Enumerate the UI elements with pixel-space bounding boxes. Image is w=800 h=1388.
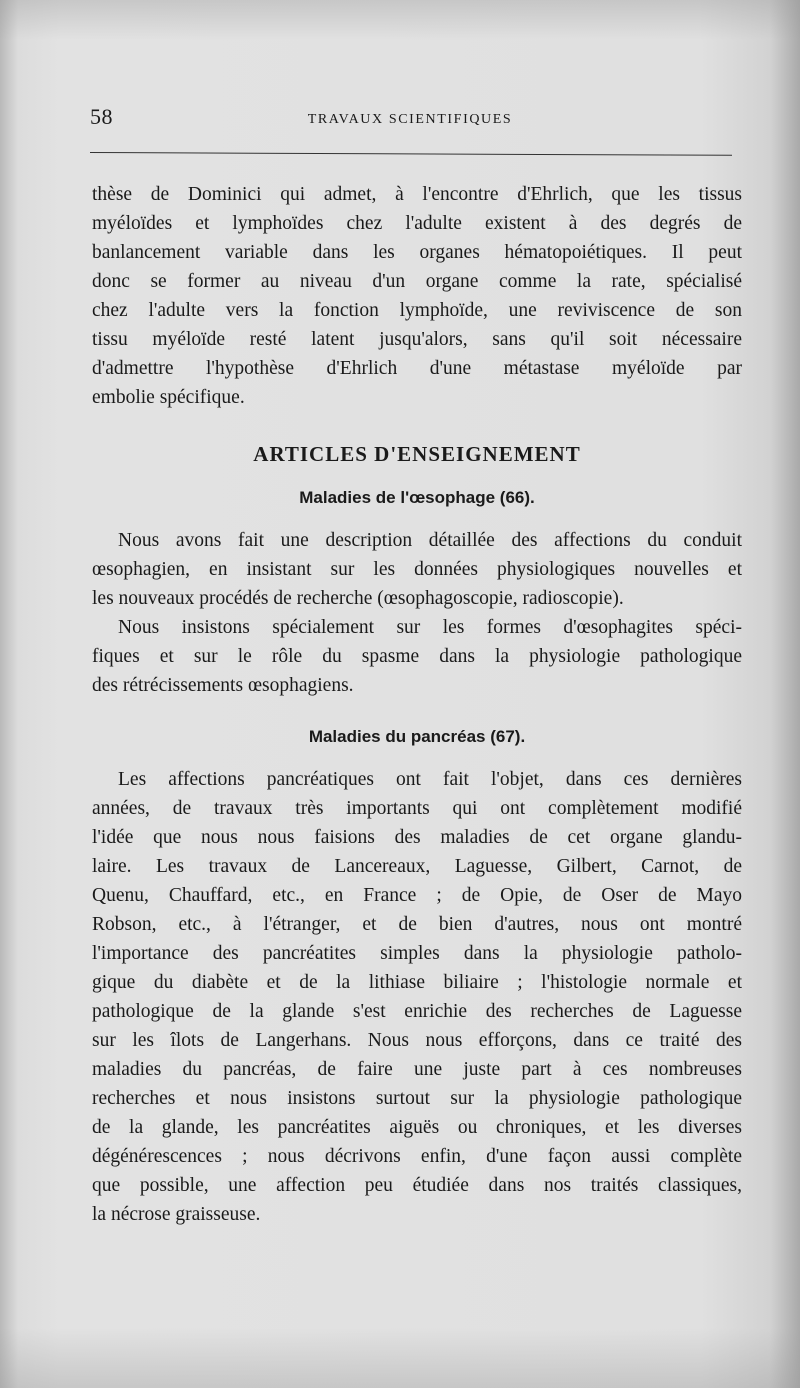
text-line: des rétrécissements œsophagiens. (92, 675, 354, 696)
scan-shadow-top (0, 0, 800, 40)
text-line: Robson, etc., à l'étranger, et de bien d'autres, nous ont montré (92, 914, 742, 935)
text-line: myéloïdes et lymphoïdes chez l'adulte existent à des degrés de (92, 213, 742, 234)
text-line: dégénérescences ; nous décrivons enfin, d'une façon aussi complète (92, 1146, 742, 1167)
text-line: l'idée que nous nous faisions des maladies de cet organe glandu- (92, 827, 742, 848)
intro-paragraph (92, 180, 742, 412)
text-line: Quenu, Chauffard, etc., en France ; de Opie, de Oser de Mayo (92, 885, 742, 906)
text-line: chez l'adulte vers la fonction lymphoïde, une reviviscence de son (92, 300, 742, 321)
section-heading: ARTICLES D'ENSEIGNEMENT (253, 442, 581, 466)
text-line: pathologique de la glande s'est enrichie des recherches de Laguesse (92, 1001, 742, 1022)
running-head: TRAVAUX SCIENTIFIQUES (307, 112, 513, 127)
oesophage-paragraph-1 (92, 526, 742, 613)
page-body (92, 180, 742, 1229)
text-line: les nouveaux procédés de recherche (œsophagoscopie, radioscopie). (92, 588, 624, 609)
text-line: donc se former au niveau d'un organe comme la rate, spécialisé (92, 271, 742, 292)
text-line: l'importance des pancréatites simples dans la physiologie patholo- (92, 943, 742, 964)
text-line: tissu myéloïde resté latent jusqu'alors, sans qu'il soit nécessaire (92, 329, 742, 350)
article-heading-oesophage: Maladies de l'œsophage (66). (299, 488, 535, 507)
text-line: de la glande, les pancréatites aiguës ou chroniques, et les diverses (92, 1117, 742, 1138)
text-line: sur les îlots de Langerhans. Nous nous efforçons, dans ce traité des (92, 1030, 742, 1051)
text-line: recherches et nous insistons surtout sur la physiologie pathologique (92, 1088, 742, 1109)
text-line: Nous avons fait une description détaillée des affections du conduit (118, 530, 742, 551)
header-rule (90, 152, 732, 156)
scan-shadow-bottom (0, 1328, 800, 1388)
text-line: embolie spécifique. (92, 387, 245, 408)
oesophage-paragraph-2 (92, 613, 742, 700)
text-line: maladies du pancréas, de faire une juste part à ces nombreuses (92, 1059, 742, 1080)
text-line: la nécrose graisseuse. (92, 1204, 261, 1225)
text-line: banlancement variable dans les organes hématopoiétiques. Il peut (92, 242, 742, 263)
pancreas-paragraph-1 (92, 765, 742, 1229)
text-line: laire. Les travaux de Lancereaux, Laguesse, Gilbert, Carnot, de (92, 856, 742, 877)
text-line: œsophagien, en insistant sur les données physiologiques nouvelles et (92, 559, 742, 580)
article-heading-pancreas: Maladies du pancréas (67). (308, 727, 526, 746)
text-line: d'admettre l'hypothèse d'Ehrlich d'une métastase myéloïde par (92, 358, 742, 379)
text-line: thèse de Dominici qui admet, à l'encontre d'Ehrlich, que les tissus (92, 184, 742, 205)
text-line: années, de travaux très importants qui ont complètement modifié (92, 798, 742, 819)
text-line: Les affections pancréatiques ont fait l'objet, dans ces dernières (118, 769, 742, 790)
text-line: fiques et sur le rôle du spasme dans la physiologie pathologique (92, 646, 742, 667)
text-line: gique du diabète et de la lithiase biliaire ; l'histologie normale et (92, 972, 742, 993)
text-line: Nous insistons spécialement sur les formes d'œsophagites spéci- (118, 617, 742, 638)
page-number: 58 (90, 104, 113, 129)
page-header (90, 100, 730, 140)
text-line: que possible, une affection peu étudiée dans nos traités classiques, (92, 1175, 742, 1196)
